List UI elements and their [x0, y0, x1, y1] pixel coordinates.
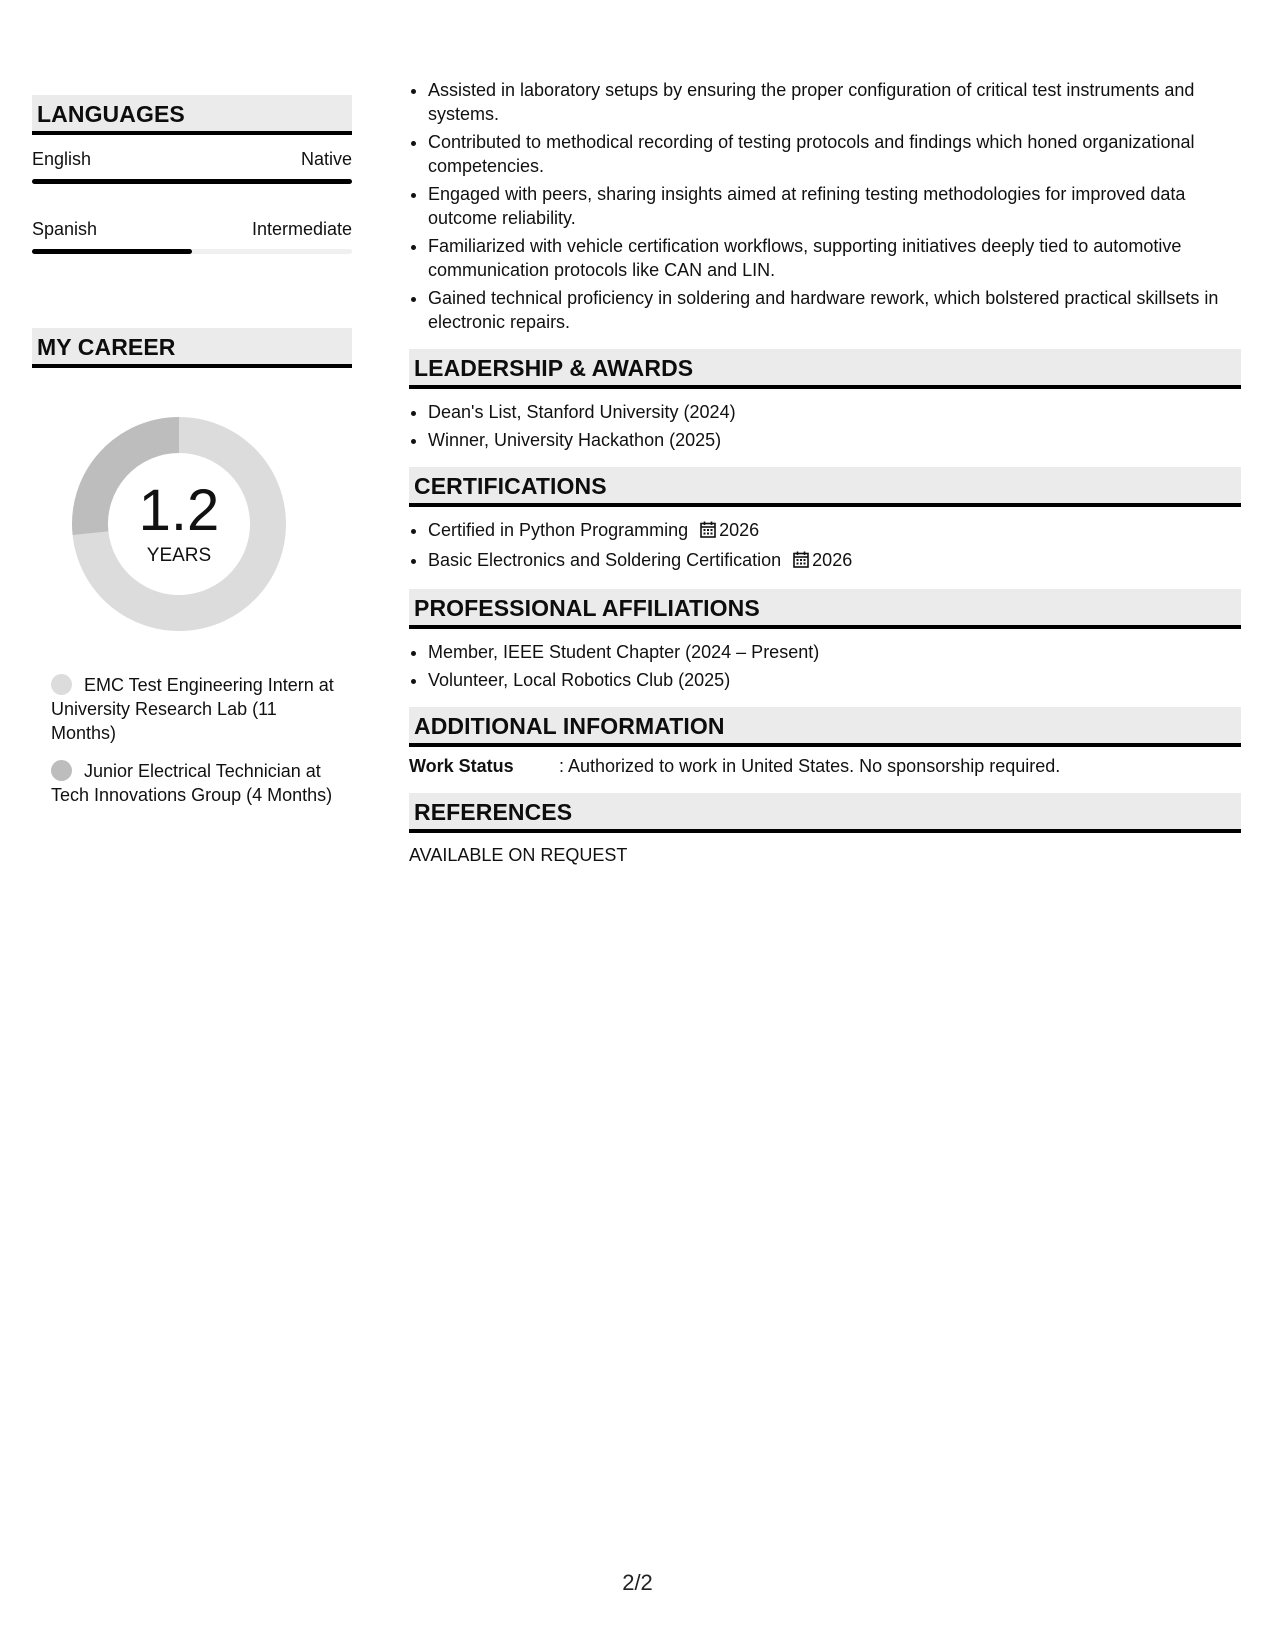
language-proficiency-fill — [32, 249, 192, 254]
career-total-years: 1.2 — [138, 478, 220, 543]
language-proficiency-track — [32, 249, 352, 254]
left-column — [32, 95, 352, 821]
experience-bullet: • Engaged with peers, sharing insights aimed at refining testing methodologies for improved data outcome reliability. — [428, 182, 1241, 230]
calendar-icon — [700, 520, 716, 544]
leadership-section — [409, 349, 1241, 452]
language-item — [32, 205, 352, 275]
leadership-item: • Winner, University Hackathon (2025) — [428, 428, 1241, 452]
additional-info-heading: ADDITIONAL INFORMATION — [409, 707, 1241, 747]
career-donut-chart — [66, 411, 292, 637]
language-name: Spanish — [32, 219, 98, 239]
leadership-item: • Dean's List, Stanford University (2024) — [428, 400, 1241, 424]
certification-year: 2026 — [812, 550, 853, 570]
language-level: Native — [300, 149, 352, 169]
legend-dot-icon — [51, 760, 72, 781]
page-number: 2/2 — [622, 1570, 653, 1595]
career-role-label: EMC Test Engineering Intern at University Research Lab (11 Months) — [51, 675, 334, 743]
certifications-list — [409, 518, 1241, 574]
career-legend — [32, 673, 341, 807]
languages-heading: LANGUAGES — [32, 95, 352, 135]
work-status-row — [409, 754, 1241, 778]
language-level: Intermediate — [251, 219, 352, 239]
career-section — [32, 328, 352, 807]
career-legend-item — [51, 759, 341, 807]
language-item — [32, 135, 352, 205]
language-name: English — [32, 149, 92, 169]
additional-info-section — [409, 707, 1241, 778]
leadership-heading: LEADERSHIP & AWARDS — [409, 349, 1241, 389]
experience-bullets — [409, 78, 1241, 334]
certification-name: Basic Electronics and Soldering Certification — [428, 550, 782, 570]
certifications-heading: CERTIFICATIONS — [409, 467, 1241, 507]
certification-year: 2026 — [719, 520, 760, 540]
work-status-value: : Authorized to work in United States. No sponsorship required. — [559, 756, 1061, 776]
certification-item — [428, 548, 1241, 574]
certification-item — [428, 518, 1241, 544]
work-status-label: Work Status — [409, 756, 514, 776]
references-heading: REFERENCES — [409, 793, 1241, 833]
career-role-label: Junior Electrical Technician at Tech Innovations Group (4 Months) — [51, 761, 333, 805]
experience-bullet: • Familiarized with vehicle certification workflows, supporting initiatives deeply tied to automotive communication protocols like CAN and LIN. — [428, 234, 1241, 282]
language-proficiency-fill — [32, 179, 352, 184]
right-column — [409, 78, 1241, 867]
calendar-icon — [793, 550, 809, 574]
references-section — [409, 793, 1241, 867]
affiliation-item: • Member, IEEE Student Chapter (2024 – Present) — [428, 640, 1241, 664]
languages-section — [32, 95, 352, 275]
affiliation-item: • Volunteer, Local Robotics Club (2025) — [428, 668, 1241, 692]
experience-bullet: • Contributed to methodical recording of testing protocols and findings which honed organizational competencies. — [428, 130, 1241, 178]
career-heading: MY CAREER — [32, 328, 352, 368]
affiliations-heading: PROFESSIONAL AFFILIATIONS — [409, 589, 1241, 629]
references-text: AVAILABLE ON REQUEST — [409, 845, 628, 865]
experience-bullet: • Assisted in laboratory setups by ensuring the proper configuration of critical test instruments and systems. — [428, 78, 1241, 126]
certifications-section — [409, 467, 1241, 574]
leadership-list — [409, 400, 1241, 452]
language-proficiency-track — [32, 179, 352, 184]
certification-name: Certified in Python Programming — [428, 520, 689, 540]
career-legend-item — [51, 673, 341, 745]
affiliations-list — [409, 640, 1241, 692]
affiliations-section — [409, 589, 1241, 692]
experience-bullet: • Gained technical proficiency in soldering and hardware rework, which bolstered practical skillsets in electronic repairs. — [428, 286, 1241, 334]
career-years-unit: YEARS — [146, 545, 212, 566]
legend-dot-icon — [51, 674, 72, 695]
